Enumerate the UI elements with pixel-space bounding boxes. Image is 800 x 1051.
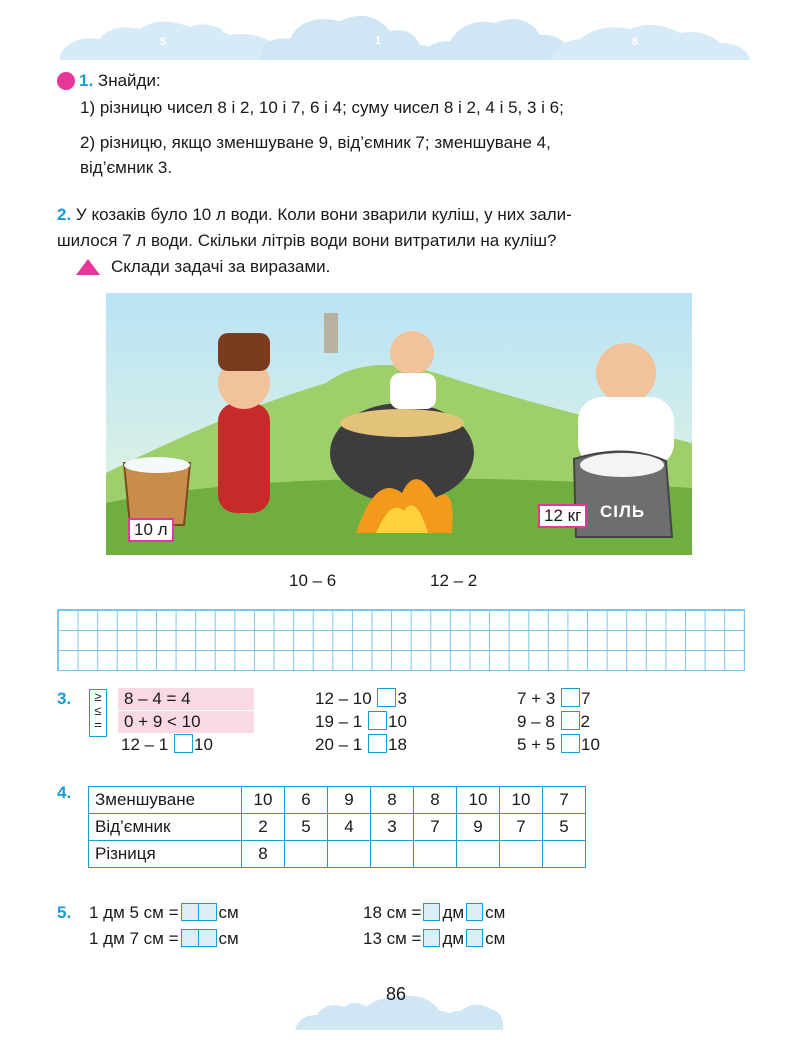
- task-number: 4.: [57, 783, 72, 802]
- unit: см: [485, 903, 506, 922]
- table-cell: 8: [414, 787, 457, 814]
- cloud-number: 8: [690, 22, 697, 34]
- cloud-number: 1: [375, 35, 382, 47]
- table-cell: 10: [242, 787, 285, 814]
- page-number: 86: [386, 984, 407, 1004]
- expression-left: 9 – 8: [517, 712, 555, 731]
- expression-right: 3: [397, 689, 407, 708]
- table-cell: 9: [328, 787, 371, 814]
- expression: 10 – 6: [289, 571, 337, 590]
- answer-cell[interactable]: [371, 841, 414, 868]
- compare-item: [517, 688, 591, 710]
- pink-triangle-icon: [75, 258, 101, 276]
- sack-weight-label: 12 кг: [538, 504, 587, 528]
- table-cell: 9: [457, 814, 500, 841]
- task-2-line: [57, 204, 572, 226]
- table-cell: 2: [242, 814, 285, 841]
- task-text: У козаків було 10 л води. Коли вони зварили куліш, у них зали-: [75, 205, 572, 224]
- answer-box[interactable]: [181, 929, 217, 947]
- table-cell: 7: [543, 787, 586, 814]
- conversion-item: [363, 928, 505, 950]
- example-equation: 0 + 9 < 10: [118, 711, 254, 733]
- answer-box[interactable]: [423, 903, 440, 921]
- row-header: Різниця: [89, 841, 242, 868]
- answer-box[interactable]: [561, 734, 580, 753]
- unit: дм: [442, 929, 465, 948]
- cloud-number: 5: [160, 36, 167, 48]
- unit: см: [218, 929, 239, 948]
- cloud-number: 6: [632, 36, 639, 48]
- table-cell: 10: [457, 787, 500, 814]
- expression-left: 20 – 1: [315, 735, 363, 754]
- answer-box[interactable]: [466, 903, 483, 921]
- unit: см: [218, 903, 239, 922]
- table-row: [89, 841, 586, 868]
- row-header: Від’ємник: [89, 814, 242, 841]
- compare-item: [121, 734, 213, 756]
- expression-right: 10: [581, 735, 600, 754]
- task-number: 3.: [57, 689, 72, 708]
- answer-box[interactable]: [368, 734, 387, 753]
- task-number: 1.: [79, 71, 94, 90]
- expression: 12 – 2: [430, 571, 478, 590]
- row-header: Зменшуване: [89, 787, 242, 814]
- conversion-text: 1 дм 7 см =: [89, 929, 179, 948]
- expression-right: 2: [580, 712, 591, 731]
- expression-right: 7: [581, 689, 591, 708]
- conversion-item: [89, 928, 239, 950]
- sign: ≤: [94, 703, 102, 718]
- table-cell: 5: [543, 814, 586, 841]
- cloud-number: 0: [397, 18, 404, 30]
- conversion-text: 1 дм 5 см =: [89, 903, 179, 922]
- expression-left: 5 + 5: [517, 735, 556, 754]
- answer-box[interactable]: [423, 929, 440, 947]
- cloud-number: 3: [222, 24, 229, 36]
- unit: см: [485, 929, 506, 948]
- conversion-item: [89, 902, 239, 924]
- subtraction-table: [88, 786, 586, 868]
- expression-right: 10: [194, 735, 213, 754]
- answer-box[interactable]: [174, 734, 193, 753]
- expression-left: 12 – 10: [315, 689, 372, 708]
- task-2-subtask: Склади задачі за виразами.: [111, 257, 331, 276]
- unit: дм: [442, 903, 465, 922]
- sign: =: [94, 717, 102, 732]
- compare-item: [517, 734, 600, 756]
- answer-cell[interactable]: [543, 841, 586, 868]
- table-cell: 10: [500, 787, 543, 814]
- expression-right: 18: [388, 735, 407, 754]
- answer-box[interactable]: [181, 903, 217, 921]
- header-cloud-band: [40, 5, 760, 65]
- answer-box[interactable]: [377, 688, 396, 707]
- expression-left: 7 + 3: [517, 689, 556, 708]
- table-row: [89, 787, 586, 814]
- answer-box[interactable]: [561, 711, 580, 730]
- table-cell: 5: [285, 814, 328, 841]
- task-2-line: шилося 7 л води. Скільки літрів води вони витратили на куліш?: [57, 231, 557, 250]
- answer-box[interactable]: [561, 688, 580, 707]
- task-number: 5.: [57, 903, 72, 922]
- compare-item: [315, 734, 407, 756]
- answer-cell[interactable]: [285, 841, 328, 868]
- bucket-label: 10 л: [128, 518, 174, 542]
- cloud-number: 7: [108, 22, 115, 34]
- task-1-line: 2) різницю, якщо зменшуване 9, від’ємник 7; зменшуване 4,: [80, 133, 551, 152]
- compare-item: [315, 688, 407, 710]
- answer-cell[interactable]: [457, 841, 500, 868]
- task-number: 2.: [57, 205, 72, 224]
- table-cell: 7: [500, 814, 543, 841]
- sack-word: СІЛЬ: [600, 502, 646, 521]
- table-cell: 3: [371, 814, 414, 841]
- conversion-item: [363, 902, 505, 924]
- sign: ≥: [94, 689, 102, 704]
- table-cell: 4: [328, 814, 371, 841]
- conversion-text: 18 см =: [363, 903, 422, 922]
- compare-item: [315, 711, 407, 733]
- table-cell: 8: [242, 841, 285, 868]
- compare-item: [517, 711, 590, 733]
- cloud-number: 4: [567, 24, 574, 36]
- answer-box[interactable]: [466, 929, 483, 947]
- task-1-line: 1) різницю чисел 8 і 2, 10 і 7, 6 і 4; суму чисел 8 і 2, 4 і 5, 3 і 6;: [80, 98, 564, 117]
- writing-grid[interactable]: [57, 609, 745, 671]
- task-1-line: від’ємник 3.: [80, 158, 173, 177]
- expression-left: 12 – 1: [121, 735, 169, 754]
- expression-right: 10: [388, 712, 407, 731]
- answer-cell[interactable]: [328, 841, 371, 868]
- table-row: [89, 814, 586, 841]
- table-cell: 7: [414, 814, 457, 841]
- cloud-number: 2: [423, 35, 430, 47]
- conversion-text: 13 см =: [363, 929, 422, 948]
- pink-circle-icon: [57, 72, 75, 90]
- example-equation: 8 – 4 = 4: [118, 688, 254, 710]
- signs-box: [89, 689, 107, 737]
- task-title: Знайди:: [97, 71, 161, 90]
- table-cell: 6: [285, 787, 328, 814]
- answer-cell[interactable]: [414, 841, 457, 868]
- task-1-heading: [79, 70, 161, 92]
- expression-left: 19 – 1: [315, 712, 363, 731]
- answer-cell[interactable]: [500, 841, 543, 868]
- table-cell: 8: [371, 787, 414, 814]
- answer-box[interactable]: [368, 711, 387, 730]
